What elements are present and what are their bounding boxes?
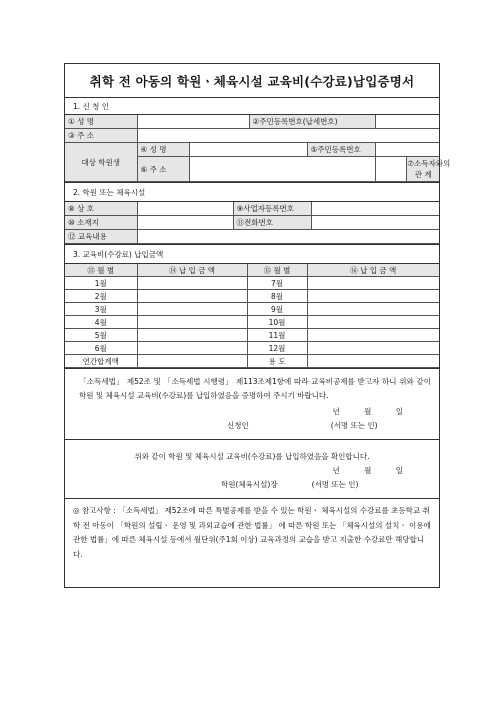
amount-field[interactable] — [307, 303, 439, 316]
student-name-label: ④ 성 명 — [137, 143, 189, 157]
request-text: 「소득세법」 제52조 및 「소득세법 시행령」 제113조제1항에 따라 교육비공제를 받고자 하니 위와 같이 학원 및 체육시설 교육비(수강료)를 납입하였음을 증명하여 주시기 바랍니다. — [79, 377, 431, 400]
address-field[interactable] — [137, 129, 439, 143]
amount-field[interactable] — [307, 342, 439, 355]
amount-field[interactable] — [307, 329, 439, 342]
month-label: 12월 — [247, 342, 307, 355]
month-label: 7월 — [247, 277, 307, 290]
trade-name-label: ⑧ 상 호 — [65, 202, 137, 216]
certificate-form — [64, 63, 451, 588]
trade-name-field[interactable] — [137, 202, 233, 216]
request-date: 년 월 일 — [332, 407, 403, 416]
relation-label-line1: ⑦소득자와의 — [407, 159, 451, 168]
location-field[interactable] — [137, 216, 233, 230]
address-label: ③ 주 소 — [65, 129, 137, 143]
purpose-field[interactable] — [307, 355, 439, 368]
request-statement — [65, 368, 439, 440]
relation-value[interactable] — [376, 157, 408, 181]
form-title: 취학 전 아동의 학원ㆍ체육시설 교육비(수강료)납입증명서 — [65, 64, 439, 98]
month-label: 2월 — [65, 290, 137, 303]
amount-field[interactable] — [137, 277, 247, 290]
content-label: ⑫ 교육내용 — [65, 230, 137, 244]
rrn-field[interactable] — [375, 115, 439, 129]
bizno-label: ⑨사업자등록번호 — [233, 202, 311, 216]
content-field[interactable] — [137, 230, 439, 244]
relation-label — [407, 157, 451, 181]
annual-total-field[interactable] — [137, 355, 247, 368]
reference-note: ◎ 참고사항 : 「소득세법」 제52조에 따른 특별공제를 받을 수 있는 학원ㆍ 체육시설의 수강료를 초등학교 취학 전 아동이 「학원의 설립ㆍ 운영 및 과외교습에 관한 법률」 에 따른 학원 또는 「체육시설의 설치ㆍ 이용에 관한 법률」에 따른 체육시설 등에서 월단위(주1회 이상) 교육과정의 교습을 받고 지출한 수강료만 해당합니다. — [73, 506, 431, 559]
amount-field[interactable] — [137, 303, 247, 316]
amount-field[interactable] — [137, 342, 247, 355]
amount-field[interactable] — [137, 316, 247, 329]
phone-label: ⑪전화번호 — [233, 216, 311, 230]
month-label: 9월 — [247, 303, 307, 316]
month-label: 3월 — [65, 303, 137, 316]
confirm-date: 년 월 일 — [332, 466, 403, 475]
phone-field[interactable] — [311, 216, 439, 230]
section-applicant-heading: 1. 신 청 인 — [65, 98, 439, 115]
student-rrn-label: ⑤주민등록번호 — [307, 143, 375, 157]
month-label: 10월 — [247, 316, 307, 329]
month-label: 6월 — [65, 342, 137, 355]
month-label: 1월 — [65, 277, 137, 290]
student-address-label: ⑥ 주 소 — [137, 157, 189, 182]
col-month2-header: ⑮ 월 별 — [247, 264, 307, 277]
month-label: 11월 — [247, 329, 307, 342]
col-amount2-header: ⑯ 납 입 금 액 — [307, 264, 439, 277]
amount-field[interactable] — [307, 290, 439, 303]
section-academy-heading: 2. 학원 또는 체육시설 — [65, 182, 439, 202]
col-month-header: ⑬ 월 별 — [65, 264, 137, 277]
academy-table — [65, 202, 439, 244]
amount-field[interactable] — [307, 316, 439, 329]
col-amount-header: ⑭ 납 입 금 액 — [137, 264, 247, 277]
amount-field[interactable] — [307, 277, 439, 290]
confirm-text: 위와 같이 학원 및 체육시설 교육비(수강료)를 납입하였음을 확인합니다. — [134, 452, 370, 461]
student-label: 대상 학원생 — [65, 143, 137, 182]
name-field[interactable] — [137, 115, 249, 129]
month-label: 5월 — [65, 329, 137, 342]
amount-field[interactable] — [137, 290, 247, 303]
bizno-field[interactable] — [311, 202, 439, 216]
student-rrn-field[interactable] — [375, 143, 439, 157]
rrn-label: ②주민등록번호(납세번호) — [249, 115, 375, 129]
location-label: ⑩ 소재지 — [65, 216, 137, 230]
confirm-statement — [65, 440, 439, 499]
applicant-sign[interactable]: (서명 또는 인) — [330, 421, 378, 430]
month-label: 8월 — [247, 290, 307, 303]
student-address-field[interactable] — [189, 157, 375, 182]
purpose-label: 용 도 — [247, 355, 307, 368]
month-label: 4월 — [65, 316, 137, 329]
name-label: ① 성 명 — [65, 115, 137, 129]
relation-label-line2: 관 계 — [414, 170, 432, 179]
applicant-label: 신청인 — [227, 421, 249, 430]
payment-table — [65, 264, 439, 368]
section-payment-heading: 3. 교육비(수강료) 납입금액 — [65, 244, 439, 264]
annual-total-label: 연간합계액 — [65, 355, 137, 368]
applicant-table — [65, 115, 451, 182]
head-sign[interactable]: (서명 또는 인) — [311, 480, 359, 489]
amount-field[interactable] — [137, 329, 247, 342]
student-name-field[interactable] — [189, 143, 307, 157]
head-label: 학원(체육시설)장 — [221, 480, 278, 489]
